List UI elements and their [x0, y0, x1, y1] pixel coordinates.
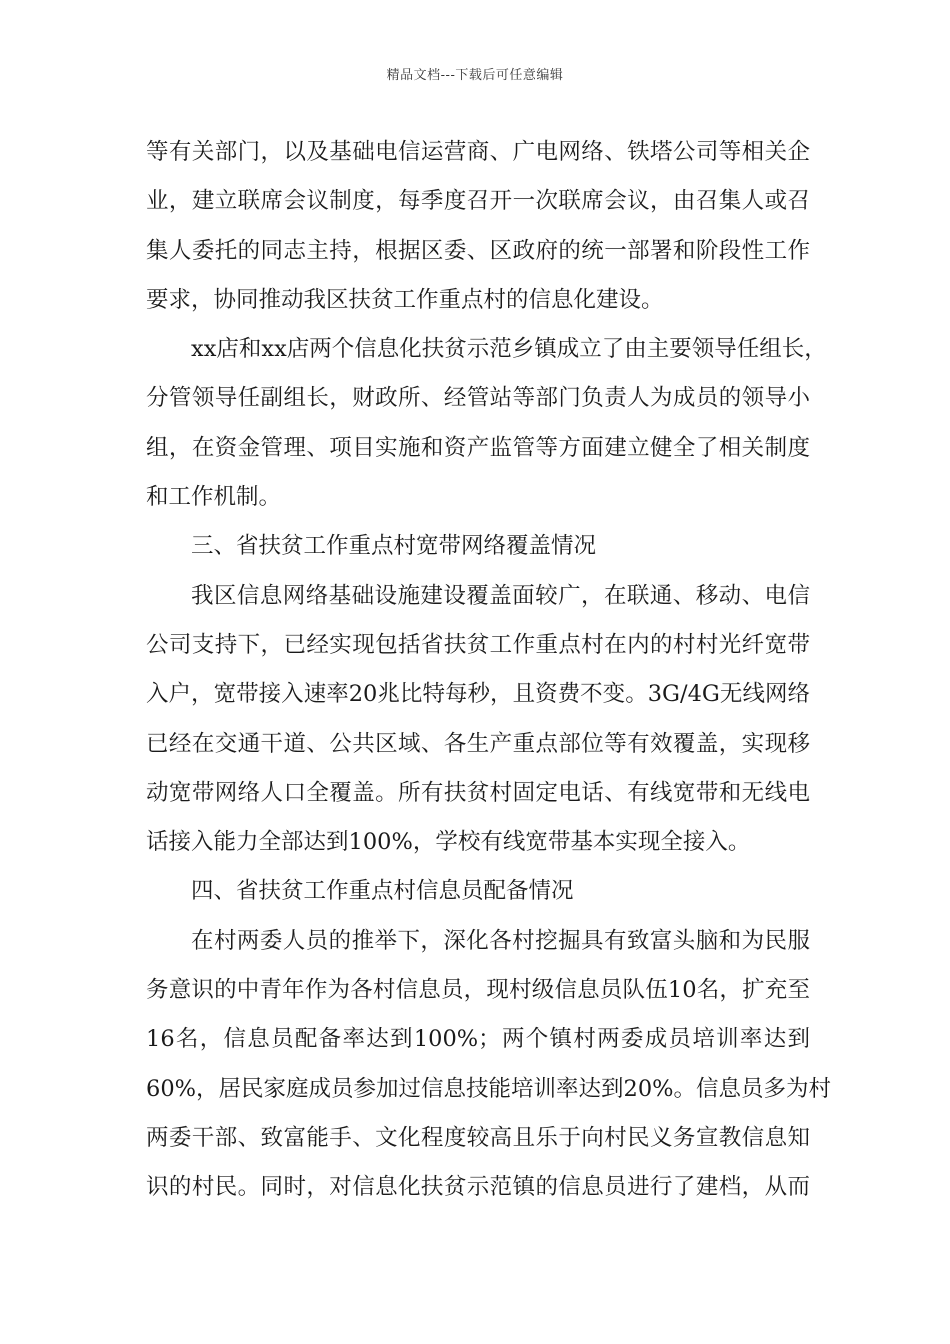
text-line: 要求，协同推动我区扶贫工作重点村的信息化建设。 — [146, 286, 664, 313]
text-line: 入户，宽带接入速率20兆比特每秒，且资费不变。3G/4G无线网络 — [146, 681, 810, 708]
text-line: 四、省扶贫工作重点村信息员配备情况 — [191, 878, 574, 905]
text-line: 三、省扶贫工作重点村宽带网络覆盖情况 — [191, 533, 597, 560]
text-line: 集人委托的同志主持，根据区委、区政府的统一部署和阶段性工作 — [146, 237, 810, 264]
page-header: 精品文档---下载后可任意编辑 — [386, 68, 564, 83]
text-line: 公司支持下，已经实现包括省扶贫工作重点村在内的村村光纤宽带 — [146, 631, 810, 658]
text-line: 分管领导任副组长，财政所、经管站等部门负责人为成员的领导小 — [146, 385, 810, 412]
text-line: 话接入能力全部达到100%，学校有线宽带基本实现全接入。 — [146, 829, 751, 856]
text-line: 60%，居民家庭成员参加过信息技能培训率达到20%。信息员多为村 — [146, 1075, 832, 1102]
text-line: 等有关部门，以及基础电信运营商、广电网络、铁塔公司等相关企 — [146, 139, 810, 165]
text-line: 在村两委人员的推举下，深化各村挖掘具有致富头脑和为民服 — [191, 927, 810, 954]
text-line: 务意识的中青年作为各村信息员，现村级信息员队伍10名，扩充至 — [146, 977, 810, 1004]
text-line: 16名，信息员配备率达到100%；两个镇村两委成员培训率达到 — [146, 1026, 810, 1053]
text-line: 和工作机制。 — [146, 484, 282, 511]
text-line: 已经在交通干道、公共区域、各生产重点部位等有效覆盖，实现移 — [146, 730, 810, 757]
document-body — [146, 128, 832, 1213]
text-line: 我区信息网络基础设施建设覆盖面较广，在联通、移动、电信 — [191, 582, 810, 609]
text-line: xx店和xx店两个信息化扶贫示范乡镇成立了由主要领导任组长， — [191, 336, 827, 363]
text-line: 两委干部、致富能手、文化程度较高且乐于向村民义务宣教信息知 — [146, 1124, 810, 1151]
text-line: 组，在资金管理、项目实施和资产监管等方面建立健全了相关制度 — [146, 434, 810, 461]
text-line: 业，建立联席会议制度，每季度召开一次联席会议，由召集人或召 — [146, 188, 810, 215]
text-line: 动宽带网络人口全覆盖。所有扶贫村固定电话、有线宽带和无线电 — [146, 779, 810, 806]
text-line: 识的村民。同时，对信息化扶贫示范镇的信息员进行了建档，从而 — [146, 1174, 810, 1201]
